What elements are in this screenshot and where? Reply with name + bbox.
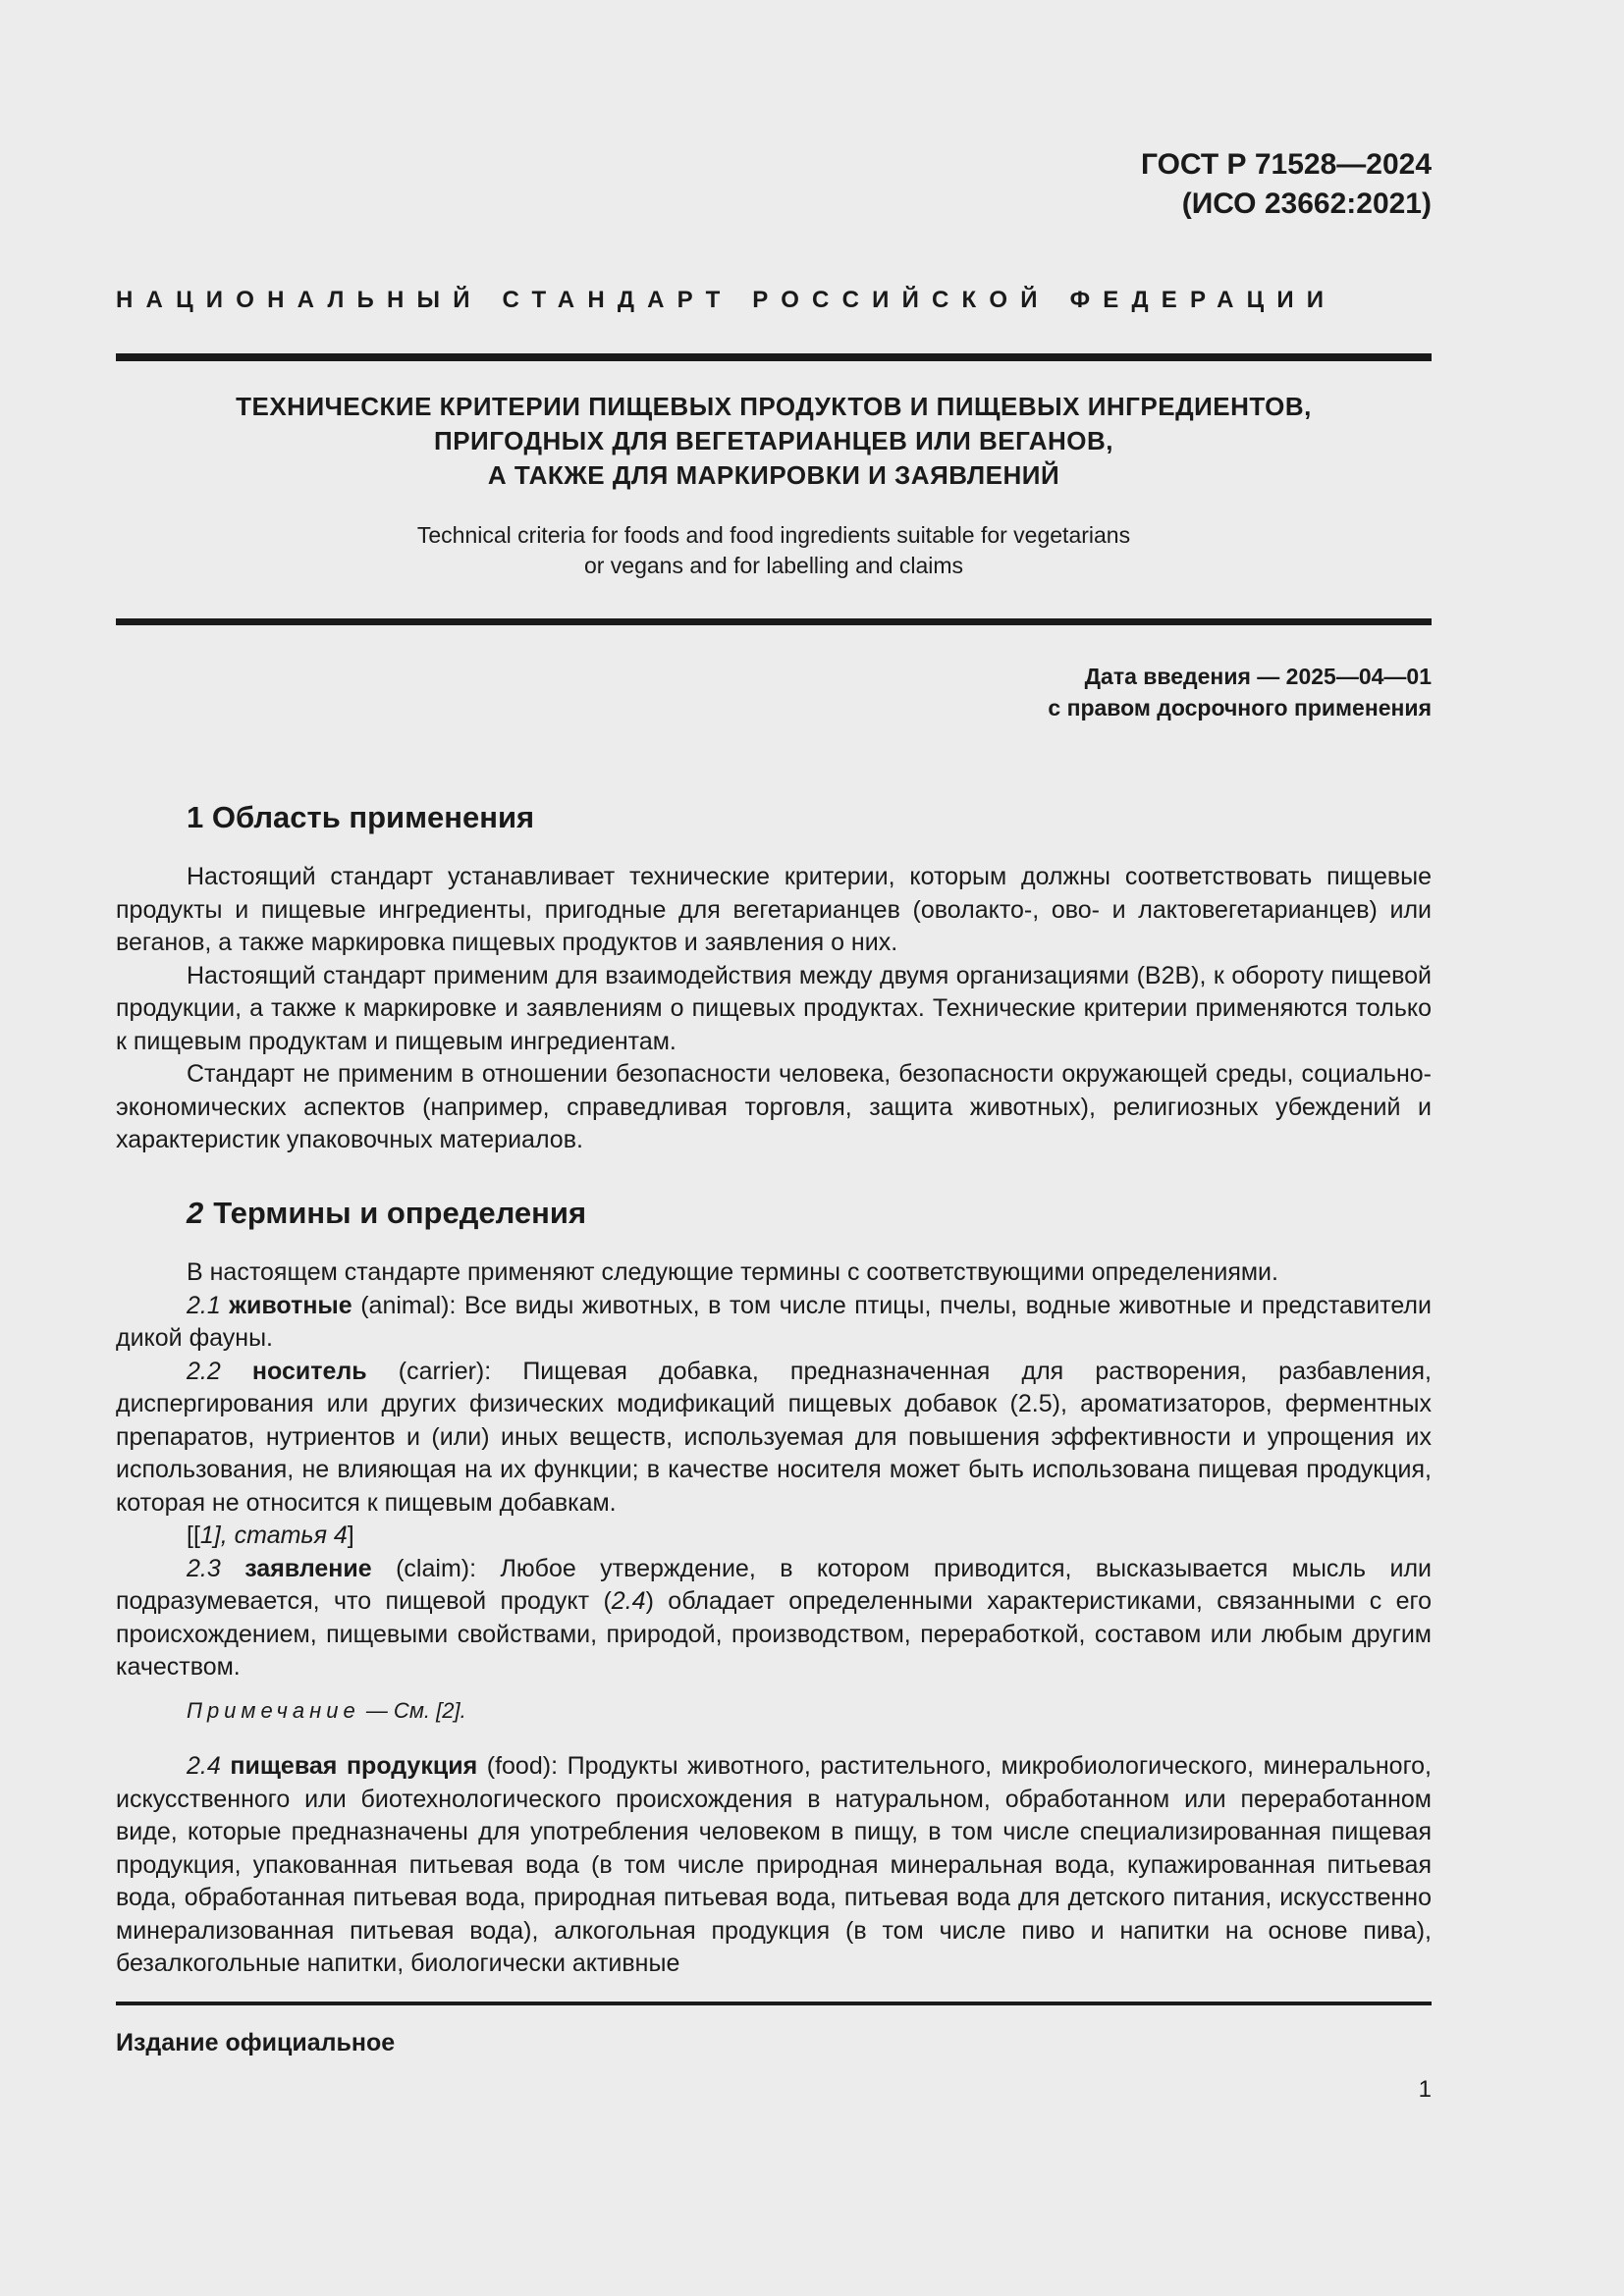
term-2-4-term: пищевая продукция bbox=[230, 1752, 478, 1780]
note-label: Примечание bbox=[187, 1698, 360, 1723]
intro-date-line-2: с правом досрочного применения bbox=[1048, 695, 1432, 721]
section-1-heading: 1 Область применения bbox=[187, 800, 535, 834]
title-english bbox=[116, 520, 1432, 581]
iso-number: (ИСО 23662:2021) bbox=[1181, 187, 1432, 220]
term-2-4-number: 2.4 bbox=[187, 1752, 221, 1780]
section-2-title: Термины и определения bbox=[213, 1196, 587, 1230]
term-2-2-reference bbox=[116, 1520, 1432, 1553]
top-divider bbox=[116, 353, 1432, 361]
official-edition-label: Издание официальное bbox=[116, 2029, 396, 2056]
ref-close: ] bbox=[347, 1522, 354, 1549]
footer-divider bbox=[116, 2002, 1432, 2005]
title-divider bbox=[116, 618, 1432, 625]
title-ru-line-1: ТЕХНИЧЕСКИЕ КРИТЕРИИ ПИЩЕВЫХ ПРОДУКТОВ И ПИЩЕВЫХ ИНГРЕДИЕНТОВ, bbox=[236, 392, 1312, 421]
section-1-paragraph-2: Настоящий стандарт применим для взаимодействия между двумя организациями (B2B), к обороту пищевой продукции, а также к маркировке и заявлениям о пищевых продуктах. Технические критерии применяются только к пищевым продуктам и пищевым ингредиентам. bbox=[116, 961, 1432, 1055]
section-2-heading bbox=[187, 1196, 586, 1231]
term-2-1-definition: (animal): Все виды животных, в том числе птицы, пчелы, водные животные и представители дикой фауны. bbox=[116, 1291, 1432, 1352]
note bbox=[187, 1698, 466, 1724]
term-2-3-term: заявление bbox=[244, 1554, 372, 1582]
term-2-3-number: 2.3 bbox=[187, 1554, 221, 1582]
term-2-4 bbox=[116, 1750, 1432, 1981]
section-1-body bbox=[116, 861, 1432, 1157]
title-ru-line-3: А ТАКЖЕ ДЛЯ МАРКИРОВКИ И ЗАЯВЛЕНИЙ bbox=[487, 460, 1060, 490]
term-2-1 bbox=[116, 1290, 1432, 1356]
section-2-number: 2 bbox=[187, 1196, 204, 1230]
term-2-3-definition-b: ) обладает определенными характеристиками, связанными с его происхождением, пищевыми свойствами, природой, производством, переработкой, составом или любым другим качеством. bbox=[116, 1587, 1433, 1681]
document-number bbox=[1141, 145, 1432, 224]
title-en-line-2: or vegans and for labelling and claims bbox=[583, 553, 964, 578]
national-standard-heading: НАЦИОНАЛЬНЫЙ СТАНДАРТ РОССИЙСКОЙ ФЕДЕРАЦИИ bbox=[116, 287, 1337, 313]
term-2-2-term: носитель bbox=[251, 1357, 367, 1385]
term-2-4-definition: (food): Продукты животного, растительного, микробиологического, минерального, искусственного или биотехнологического происхождения в натуральном, обработанном или переработанном виде, которые предназначены для употребления человеком в пищу, в том числе специализированная пищевая продукция, упакованная питьевая вода (в том числе природная минеральная вода, купажированная питьевая вода, обработанная питьевая вода, природная питьевая вода, питьевая вода для детского питания, искусственно минерализованная питьевая вода), алкогольная продукция (в том числе пиво и напитки на основе пива), безалкогольные напитки, биологически активные bbox=[116, 1752, 1432, 1977]
term-2-2 bbox=[116, 1356, 1432, 1521]
term-2-3 bbox=[116, 1553, 1432, 1684]
section-2-body-continued bbox=[116, 1750, 1432, 1981]
title-russian bbox=[116, 390, 1432, 493]
note-text: — См. [2]. bbox=[359, 1698, 466, 1723]
title-ru-line-2: ПРИГОДНЫХ ДЛЯ ВЕГЕТАРИАНЦЕВ ИЛИ ВЕГАНОВ, bbox=[434, 426, 1113, 455]
page-number: 1 bbox=[1418, 2076, 1432, 2103]
term-2-2-definition: (carrier): Пищевая добавка, предназначенная для растворения, разбавления, диспергирования или других физических модификаций пищевых добавок (2.5), ароматизаторов, ферментных препаратов, нутриентов и (или) иных веществ, используемая для повышения эффективности и упрощения их использования, не влияющая на их функции; в качестве носителя может быть использована пищевая продукция, которая не относится к пищевым добавкам. bbox=[116, 1357, 1432, 1517]
section-1-paragraph-3: Стандарт не применим в отношении безопасности человека, безопасности окружающей среды, социально-экономических аспектов (например, справедливая торговля, защита животных), религиозных убеждений и характеристик упаковочных материалов. bbox=[116, 1060, 1432, 1153]
intro-date-line-1: Дата введения — 2025—04—01 bbox=[1084, 664, 1432, 689]
term-2-1-term: животные bbox=[229, 1291, 352, 1319]
gost-number: ГОСТ Р 71528—2024 bbox=[1140, 148, 1432, 181]
term-2-2-number: 2.2 bbox=[187, 1357, 221, 1385]
ref-open: [[ bbox=[187, 1522, 200, 1549]
section-1-paragraph-1: Настоящий стандарт устанавливает технические критерии, которым должны соответствовать пищевые продукты и пищевые ингредиенты, пригодные для вегетарианцев (оволакто-, ово- и лактовегетарианцев) или веганов, а также маркировка пищевых продуктов и заявления о них. bbox=[116, 863, 1432, 956]
introduction-date bbox=[1048, 661, 1432, 723]
term-2-3-crossref: 2.4 bbox=[611, 1587, 646, 1615]
section-2-body bbox=[116, 1256, 1432, 1684]
term-2-1-number: 2.1 bbox=[187, 1291, 221, 1319]
term-2-3-definition-a: (claim): Любое утверждение, в котором приводится, высказывается мысль или подразумевается, что пищевой продукт ( bbox=[116, 1554, 1432, 1615]
section-2-intro: В настоящем стандарте применяют следующие термины с соответствующими определениями. bbox=[187, 1258, 1278, 1286]
ref-source: 1], статья 4 bbox=[199, 1522, 348, 1549]
title-en-line-1: Technical criteria for foods and food ingredients suitable for vegetarians bbox=[416, 522, 1131, 548]
